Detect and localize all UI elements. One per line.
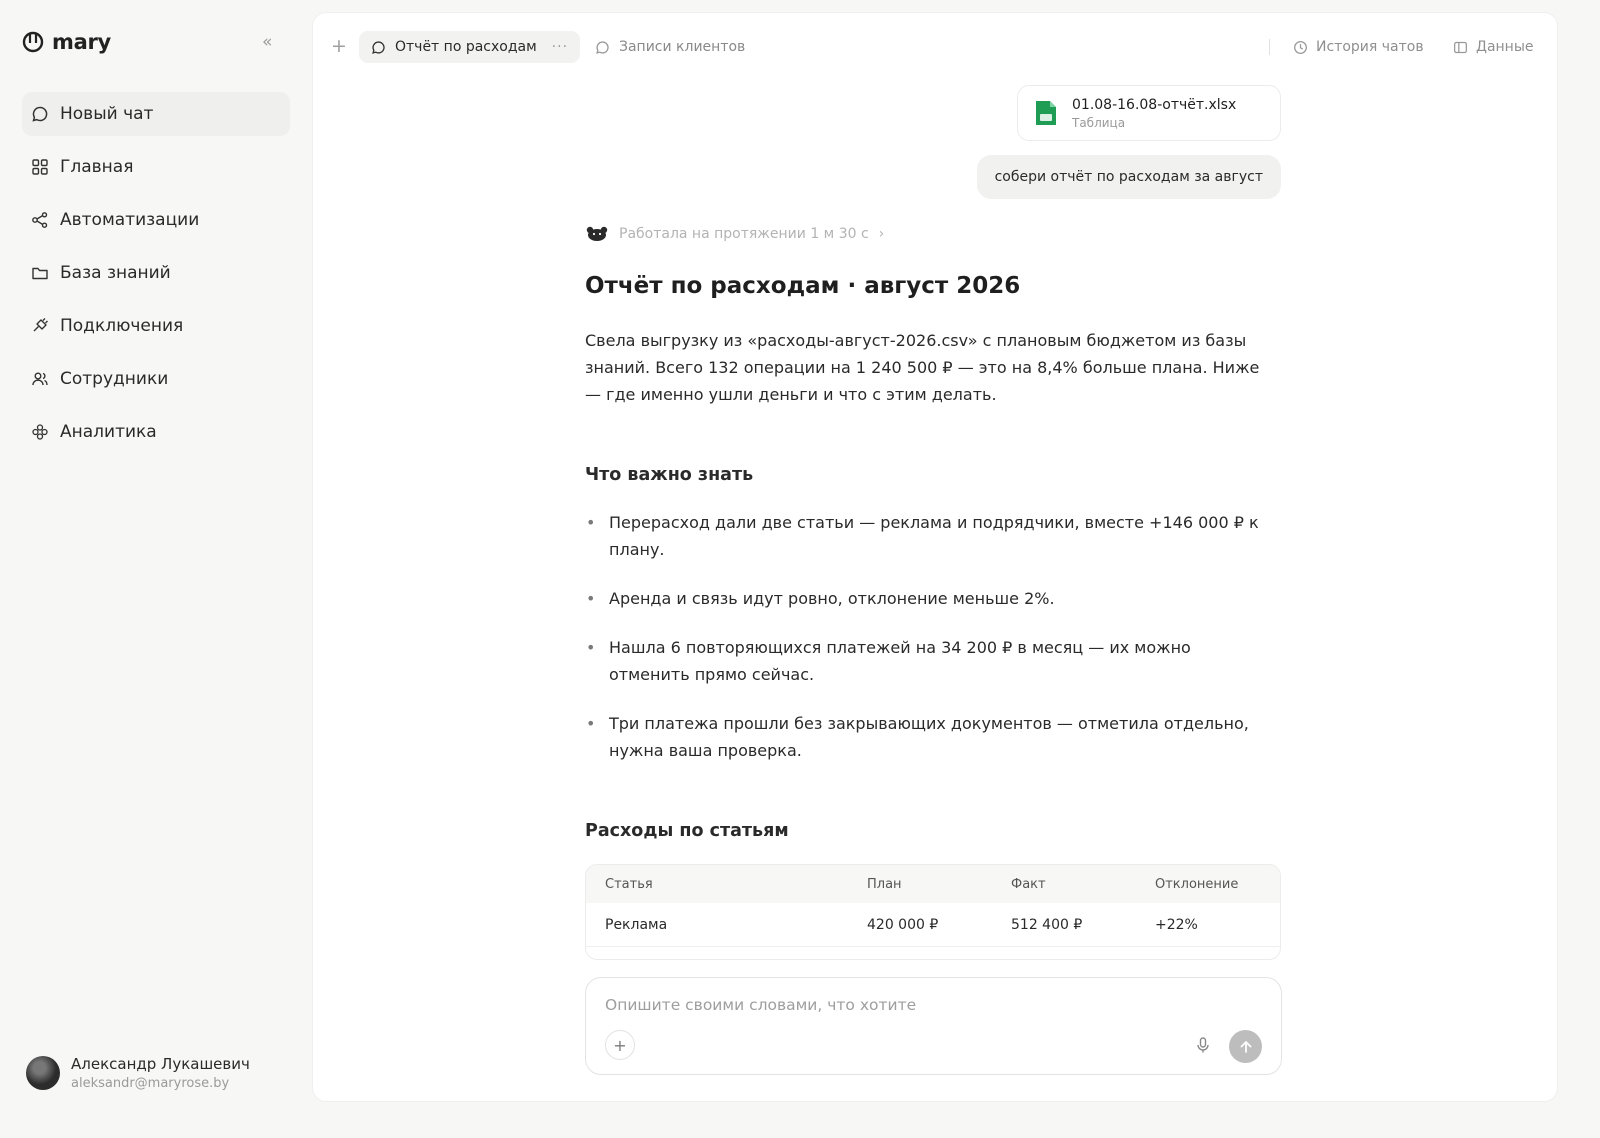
sidebar-item-automations[interactable] <box>22 198 290 242</box>
list-item: • Аренда и связь идут ровно, отклонение меньше 2%. <box>585 585 1275 612</box>
sidebar-item-label: Автоматизации <box>60 210 200 230</box>
chat-bubble-icon <box>595 40 610 55</box>
attachment-type: Таблица <box>1072 115 1126 130</box>
key-points-list <box>585 509 1275 786</box>
new-tab-button[interactable]: + <box>331 35 347 57</box>
chat-history-button[interactable] <box>1293 39 1424 55</box>
section-heading: Что важно знать <box>585 465 754 485</box>
clock-icon <box>1293 40 1308 55</box>
sidebar <box>0 0 312 1138</box>
collapse-sidebar-icon[interactable]: « <box>262 32 273 52</box>
attachment-name: 01.08-16.08-отчёт.xlsx <box>1072 96 1237 113</box>
column-header: Факт <box>1011 876 1046 892</box>
table-cell: Реклама <box>605 916 668 933</box>
chat-history-label: История чатов <box>1316 39 1424 55</box>
work-duration-toggle[interactable] <box>585 225 884 243</box>
sidebar-item-home[interactable] <box>22 145 290 189</box>
column-header: План <box>867 876 902 892</box>
user-name: Александр Лукашевич <box>71 1055 250 1073</box>
sidebar-item-label: Новый чат <box>60 104 154 124</box>
expenses-table <box>585 864 1281 960</box>
flower-icon <box>31 423 49 441</box>
tab-bar <box>313 13 1557 83</box>
sidebar-item-label: Сотрудники <box>60 369 169 389</box>
attachment-card[interactable] <box>1017 85 1281 141</box>
sidebar-item-employees[interactable] <box>22 357 290 401</box>
list-item: • Перерасход дали две статьи — реклама и подрядчики, вместе +146 000 ₽ к плану. <box>585 509 1275 563</box>
send-button[interactable] <box>1229 1030 1262 1063</box>
main-panel <box>312 12 1558 1102</box>
divider <box>1269 39 1270 55</box>
folder-icon <box>31 264 49 282</box>
add-attachment-button[interactable]: + <box>605 1030 635 1060</box>
table-cell: 420 000 ₽ <box>867 916 939 933</box>
sidebar-item-label: Аналитика <box>60 422 157 442</box>
sidebar-item-knowledge-base[interactable] <box>22 251 290 295</box>
work-duration-label: Работала на протяжении 1 м 30 с <box>619 226 869 242</box>
workflow-icon <box>31 211 49 229</box>
table-row <box>586 903 1280 947</box>
sidebar-item-new-chat[interactable] <box>22 92 290 136</box>
app-logo[interactable] <box>22 30 111 54</box>
data-panel-label: Данные <box>1476 39 1534 55</box>
section-heading: Расходы по статьям <box>585 821 789 841</box>
table-cell: 512 400 ₽ <box>1011 916 1083 933</box>
user-profile[interactable] <box>26 1055 250 1091</box>
list-item: • Три платежа прошли без закрывающих документов — отметила отдельно, нужна ваша проверка. <box>585 710 1275 764</box>
tab-client-records[interactable] <box>583 31 757 63</box>
data-panel-button[interactable] <box>1453 39 1534 55</box>
message-composer[interactable] <box>585 977 1282 1075</box>
xlsx-file-icon <box>1034 99 1058 127</box>
users-icon <box>31 370 49 388</box>
microphone-icon[interactable] <box>1194 1036 1212 1054</box>
chat-bubble-icon <box>31 105 49 123</box>
table-header <box>586 865 1280 903</box>
sidebar-nav <box>22 92 290 463</box>
table-cell: +22% <box>1155 916 1198 933</box>
sidebar-item-analytics[interactable] <box>22 410 290 454</box>
logo-icon <box>22 31 44 53</box>
user-message: собери отчёт по расходам за август <box>977 155 1281 199</box>
sidebar-item-label: Подключения <box>60 316 184 336</box>
agent-avatar-icon <box>585 225 609 243</box>
chat-bubble-icon <box>371 40 386 55</box>
tab-expense-report[interactable] <box>359 31 580 63</box>
sidebar-item-label: База знаний <box>60 263 171 283</box>
arrow-up-icon <box>1239 1040 1253 1054</box>
plug-icon <box>31 317 49 335</box>
sidebar-item-label: Главная <box>60 157 134 177</box>
column-header: Статья <box>605 876 653 892</box>
grid-icon <box>31 158 49 176</box>
message-input[interactable]: Опишите своими словами, что хотите <box>605 996 917 1014</box>
tab-label: Отчёт по расходам <box>395 39 537 55</box>
list-item: • Нашла 6 повторяющихся платежей на 34 200 ₽ в месяц — их можно отменить прямо сейчас. <box>585 634 1275 688</box>
column-header: Отклонение <box>1155 876 1239 892</box>
panel-icon <box>1453 40 1468 55</box>
answer-title: Отчёт по расходам · август 2026 <box>585 273 1021 299</box>
app-name: mary <box>52 30 111 54</box>
tab-label: Записи клиентов <box>619 39 746 55</box>
answer-intro: Свела выгрузку из «расходы-август-2026.csv» с плановым бюджетом из базы знаний. Всего 132 операции на 1 240 500 ₽ — это на 8,4% больше плана. Ниже — где именно ушли деньги и что с этим делать. <box>585 331 1260 404</box>
user-email: aleksandr@maryrose.by <box>71 1076 230 1091</box>
tab-more-button[interactable]: ··· <box>551 39 569 55</box>
sidebar-item-connections[interactable] <box>22 304 290 348</box>
avatar <box>26 1056 60 1090</box>
chevron-right-icon: › <box>878 226 885 242</box>
